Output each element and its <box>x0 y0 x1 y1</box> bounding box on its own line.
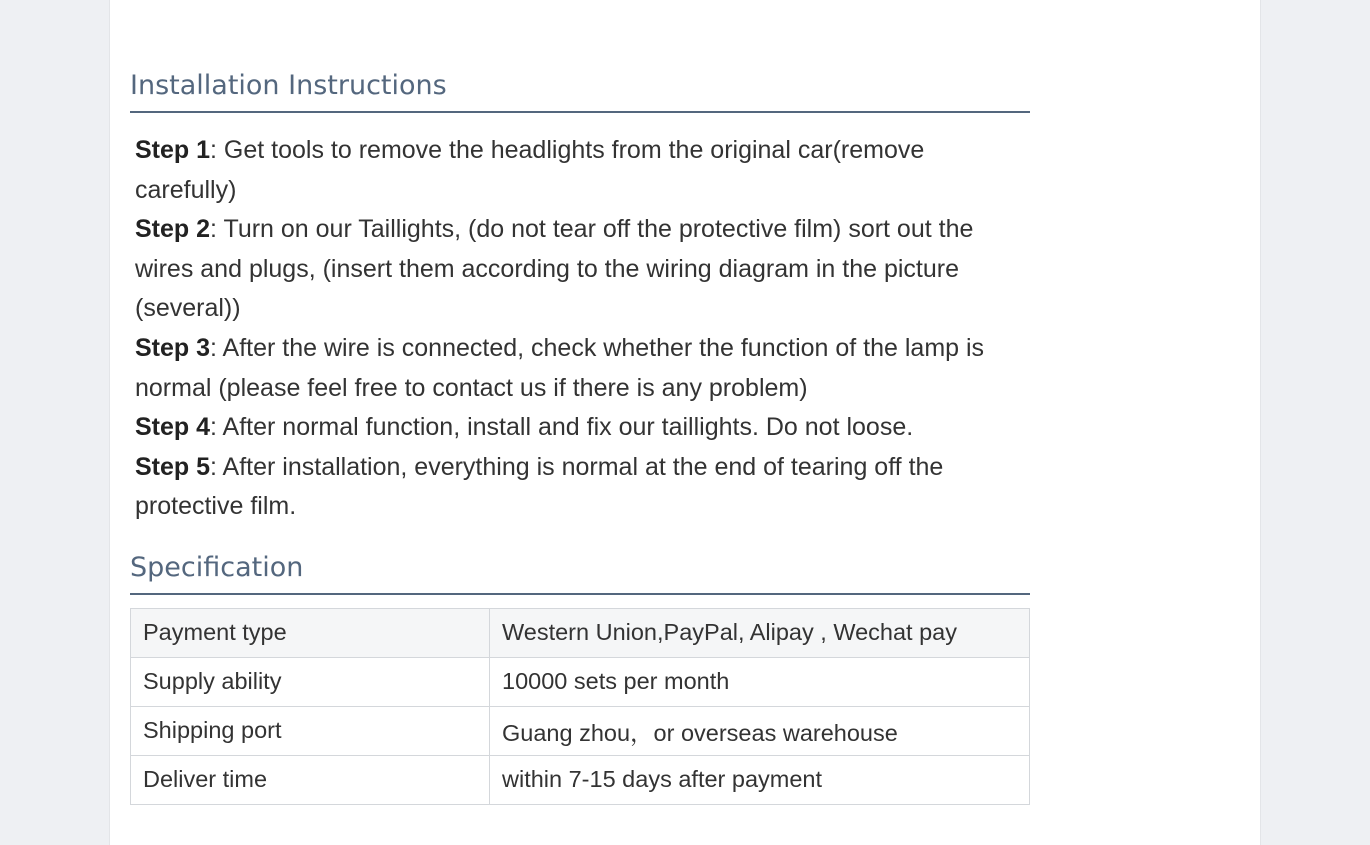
spec-value: within 7-15 days after payment <box>490 755 1030 804</box>
product-description <box>130 0 1030 805</box>
specification-table <box>130 608 1030 805</box>
spec-value: Western Union,PayPal, Alipay , Wechat pay <box>490 608 1030 657</box>
step-label: Step 3 <box>135 333 211 362</box>
spec-key: Shipping port <box>131 706 490 755</box>
step-label: Step 5 <box>135 452 211 481</box>
table-row <box>131 706 1030 755</box>
step-text: : After normal function, install and fix our taillights. Do not loose. <box>210 413 914 442</box>
step-label: Step 1 <box>135 136 211 164</box>
step-3 <box>135 329 1030 408</box>
step-text: : After installation, everything is normal at the end of tearing off the protective film. <box>135 452 944 521</box>
step-text: : After the wire is connected, check whether the function of the lamp is normal (please feel free to contact us if there is any problem) <box>135 333 985 402</box>
table-row <box>131 755 1030 804</box>
spec-key: Deliver time <box>131 755 490 804</box>
installation-instructions-heading: Installation Instructions <box>130 70 1030 113</box>
product-detail-panel <box>109 0 1261 845</box>
spec-value: Guang zhou，or overseas warehouse <box>490 706 1030 755</box>
spec-key: Payment type <box>131 608 490 657</box>
step-text: : Turn on our Taillights, (do not tear off the protective film) sort out the wires and plugs, (insert them according to the wiring diagram in the picture (several)) <box>135 215 974 323</box>
installation-steps <box>130 113 1030 527</box>
table-row <box>131 608 1030 657</box>
step-2 <box>135 210 1030 329</box>
step-label: Step 4 <box>135 413 211 442</box>
step-text: : Get tools to remove the headlights from the original car(remove carefully) <box>135 136 925 204</box>
spec-value: 10000 sets per month <box>490 657 1030 706</box>
specification-heading: Specification <box>130 552 1030 595</box>
spec-key: Supply ability <box>131 657 490 706</box>
step-5 <box>135 448 1030 527</box>
step-label: Step 2 <box>135 215 211 244</box>
step-1 <box>135 131 1030 210</box>
step-4 <box>135 408 1030 448</box>
table-row <box>131 657 1030 706</box>
